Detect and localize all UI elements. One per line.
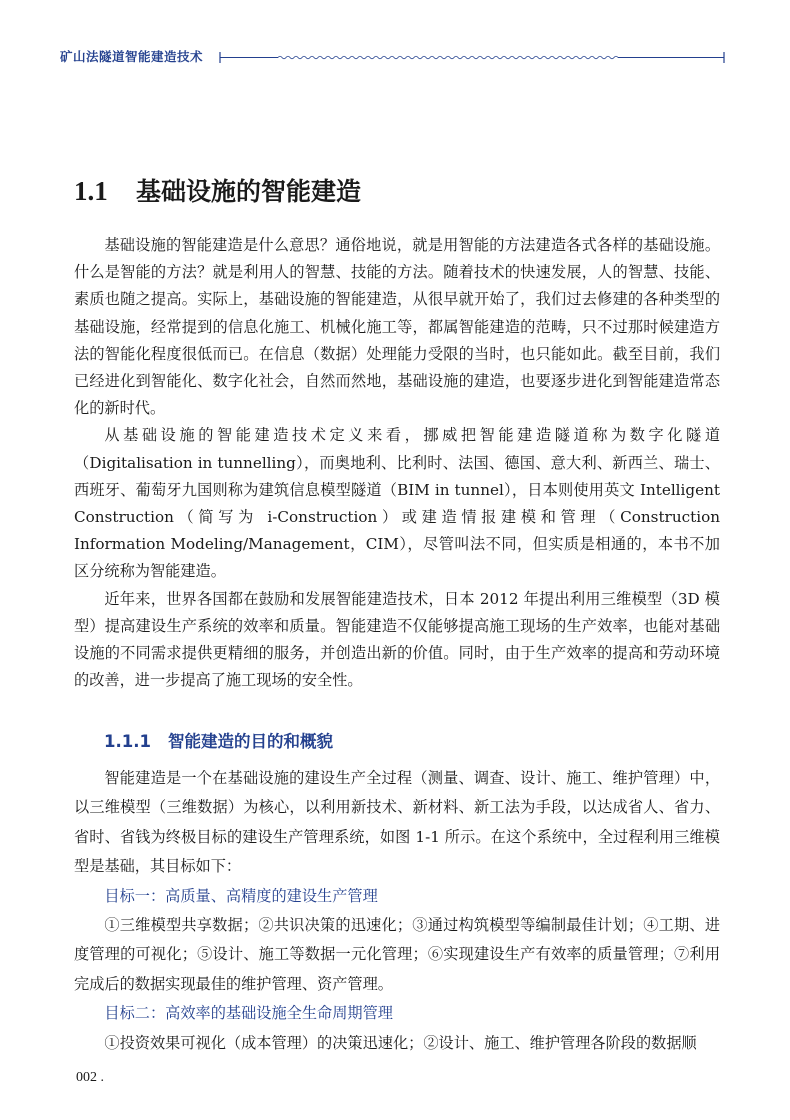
- page-number: 002 .: [76, 1070, 104, 1085]
- goal-heading: 目标一：高质量、高精度的建设生产管理: [104, 886, 378, 905]
- subsection-title: 智能建造的目的和概貌: [168, 732, 333, 751]
- section-body: [74, 232, 720, 694]
- section-title: 基础设施的智能建造: [136, 177, 362, 206]
- header-rule: [218, 47, 728, 67]
- subsection-heading: [104, 728, 333, 752]
- paragraph: ①三维模型共享数据；②共识决策的迅速化；③通过构筑模型等编制最佳计划；④工期、进度管理的可视化；⑤设计、施工等数据一元化管理；⑥实现建设生产有效率的质量管理；⑦利用完成后的数据实现最佳的维护管理、资产管理。: [74, 916, 720, 993]
- section-heading: [74, 172, 361, 208]
- goal-heading: 目标二：高效率的基础设施全生命周期管理: [104, 1004, 393, 1023]
- subsection-body: [74, 764, 720, 1058]
- paragraph: 近年来，世界各国都在鼓励和发展智能建造技术，日本 2012 年提出利用三维模型（3D 模型）提高建设生产系统的效率和质量。智能建造不仅能够提高施工现场的生产效率，也能对基础设施的不同需求提供更精细的服务，并创造出新的价值。同时，由于生产效率的提高和劳动环境的改善，进一步提高了施工现场的安全性。: [74, 589, 720, 690]
- paragraph: 智能建造是一个在基础设施的建设生产全过程（测量、调查、设计、施工、维护管理）中，以三维模型（三维数据）为核心，以利用新技术、新材料、新工法为手段，以达成省人、省力、省时、省钱为终极目标的建设生产管理系统，如图 1-1 所示。在这个系统中，全过程利用三维模型是基础，其目标如下：: [74, 769, 720, 876]
- subsection-number: 1.1.1: [104, 732, 151, 751]
- paragraph: 基础设施的智能建造是什么意思？通俗地说，就是用智能的方法建造各式各样的基础设施。什么是智能的方法？就是利用人的智慧、技能的方法。随着技术的快速发展，人的智慧、技能、素质也随之提高。实际上，基础设施的智能建造，从很早就开始了，我们过去修建的各种类型的基础设施，经常提到的信息化施工、机械化施工等，都属智能建造的范畴，只不过那时候建造方法的智能化程度很低而已。在信息（数据）处理能力受限的当时，也只能如此。截至目前，我们已经进化到智能化、数字化社会，自然而然地，基础设施的建造，也要逐步进化到智能建造常态化的新时代。: [74, 236, 720, 418]
- running-head: [60, 47, 725, 67]
- book-title: 矿山法隧道智能建造技术: [60, 49, 204, 64]
- paragraph: ①投资效果可视化（成本管理）的决策迅速化；②设计、施工、维护管理各阶段的数据顺: [104, 1033, 697, 1052]
- paragraph: 从基础设施的智能建造技术定义来看，挪威把智能建造隧道称为数字化隧道（Digitalisation in tunnelling），而奥地利、比利时、法国、德国、意大利、新西兰、瑞士、西班牙、葡萄牙九国则称为建筑信息模型隧道（BIM in tunnel），日本则使用英文 Intelligent Construction（简写为 i-Construction）或建造情报建模和管理（Construction Information Modeling/Management，CIM），尽管叫法不同，但实质是相通的，本书不加区分统称为智能建造。: [74, 426, 720, 581]
- section-number: 1.1: [74, 176, 108, 206]
